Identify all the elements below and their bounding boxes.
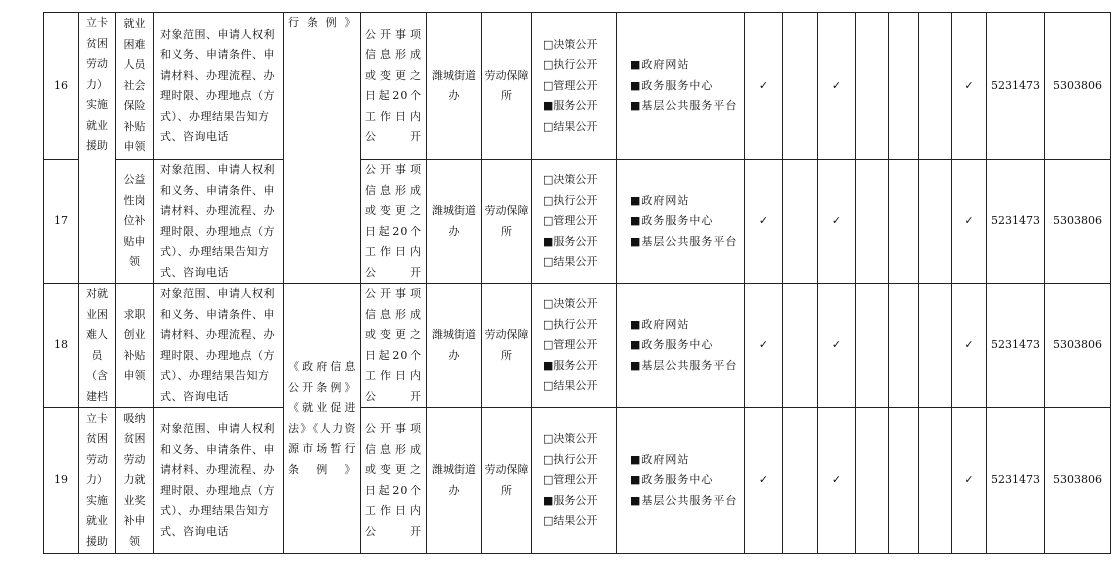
disclosure-content: 对象范围、申请人权利和义务、申请条件、申请材料、办理流程、办理时限、办理地点（方式）、办理结果告知方式、咨询电话 (154, 160, 284, 284)
channel-option: ■政务服务中心 (630, 214, 714, 228)
disclosure-modes (532, 408, 617, 554)
mode-option: □管理公开 (543, 78, 598, 92)
mode-option: □执行公开 (543, 193, 598, 207)
item-type: 立卡贫困劳动力）实施就业援助 (79, 408, 116, 554)
item-name: 公益性岗位补贴申领 (116, 160, 154, 284)
channel-option: ■基层公共服务平台 (630, 358, 738, 372)
channel-option: ■政务服务中心 (630, 338, 714, 352)
row-number: 16 (44, 13, 79, 160)
disclosure-channels (617, 284, 745, 408)
row-number: 19 (44, 408, 79, 554)
mode-option: □决策公开 (543, 432, 598, 446)
disclosure-content: 对象范围、申请人权利和义务、申请条件、申请材料、办理流程、办理时限、办理地点（方式）、办理结果告知方式、咨询电话 (154, 284, 284, 408)
table-row (44, 13, 1111, 160)
channel-option: ■政府网站 (630, 58, 690, 72)
mode-option: □管理公开 (543, 214, 598, 228)
disclosure-basis: 《政府信息公开条例》《就业促进法》《人力资源市场暂行条例》 (284, 284, 361, 554)
mode-option: ■服务公开 (543, 99, 598, 113)
empty-cell (783, 160, 818, 284)
time-limit: 公开事项信息形成或变更之日起20个工作日内公开 (361, 160, 427, 284)
phone-number: 5231473 (987, 284, 1045, 408)
row-number: 17 (44, 160, 79, 284)
disclosure-basis: 行条例》 (284, 13, 361, 284)
check-mark: ✓ (818, 13, 856, 160)
table-row (44, 284, 1111, 408)
disclosure-modes (532, 284, 617, 408)
check-mark: ✓ (818, 284, 856, 408)
channel-option: ■基层公共服务平台 (630, 99, 738, 113)
mode-option: □决策公开 (543, 37, 598, 51)
empty-cell (856, 408, 889, 554)
time-limit: 公开事项信息形成或变更之日起20个工作日内公开 (361, 284, 427, 408)
row-number: 18 (44, 284, 79, 408)
channel-option: ■政务服务中心 (630, 473, 714, 487)
phone-number: 5231473 (987, 408, 1045, 554)
empty-cell (856, 284, 889, 408)
mode-option: □管理公开 (543, 338, 598, 352)
mode-option: □管理公开 (543, 473, 598, 487)
channel-option: ■政府网站 (630, 452, 690, 466)
disclosure-subject: 潍城街道办 (427, 160, 482, 284)
disclosure-channels (617, 13, 745, 160)
disclosure-content: 对象范围、申请人权利和义务、申请条件、申请材料、办理流程、办理时限、办理地点（方式）、办理结果告知方式、咨询电话 (154, 13, 284, 160)
mode-option: □结果公开 (543, 119, 598, 133)
check-mark: ✓ (818, 160, 856, 284)
mode-option: □执行公开 (543, 452, 598, 466)
time-limit: 公开事项信息形成或变更之日起20个工作日内公开 (361, 408, 427, 554)
empty-cell (783, 284, 818, 408)
check-mark: ✓ (952, 284, 987, 408)
mode-option: ■服务公开 (543, 358, 598, 372)
channel-option: ■政府网站 (630, 317, 690, 331)
mode-option: □执行公开 (543, 317, 598, 331)
empty-cell (919, 284, 952, 408)
table-row (44, 160, 1111, 284)
check-mark: ✓ (745, 160, 783, 284)
empty-cell (889, 13, 919, 160)
check-mark: ✓ (745, 13, 783, 160)
mode-option: □执行公开 (543, 58, 598, 72)
empty-cell (783, 408, 818, 554)
phone-number: 5303806 (1045, 408, 1111, 554)
department: 劳动保障所 (482, 160, 532, 284)
mode-option: □结果公开 (543, 514, 598, 528)
disclosure-channels (617, 408, 745, 554)
mode-option: □结果公开 (543, 255, 598, 269)
time-limit: 公开事项信息形成或变更之日起20个工作日内公开 (361, 13, 427, 160)
phone-number: 5303806 (1045, 13, 1111, 160)
department: 劳动保障所 (482, 408, 532, 554)
phone-number: 5231473 (987, 13, 1045, 160)
channel-option: ■基层公共服务平台 (630, 234, 738, 248)
mode-option: ■服务公开 (543, 234, 598, 248)
disclosure-subject: 潍城街道办 (427, 284, 482, 408)
channel-option: ■基层公共服务平台 (630, 493, 738, 507)
phone-number: 5303806 (1045, 160, 1111, 284)
disclosure-subject: 潍城街道办 (427, 408, 482, 554)
department: 劳动保障所 (482, 284, 532, 408)
channel-option: ■政府网站 (630, 193, 690, 207)
check-mark: ✓ (952, 13, 987, 160)
empty-cell (919, 408, 952, 554)
empty-cell (919, 13, 952, 160)
phone-number: 5303806 (1045, 284, 1111, 408)
item-name: 求职创业补贴申领 (116, 284, 154, 408)
channel-option: ■政务服务中心 (630, 78, 714, 92)
empty-cell (856, 160, 889, 284)
empty-cell (783, 13, 818, 160)
check-mark: ✓ (952, 408, 987, 554)
mode-option: □决策公开 (543, 173, 598, 187)
department: 劳动保障所 (482, 13, 532, 160)
check-mark: ✓ (745, 408, 783, 554)
check-mark: ✓ (745, 284, 783, 408)
item-name: 就业困难人员社会保险补贴申领 (116, 13, 154, 160)
disclosure-table (43, 12, 1111, 554)
disclosure-modes (532, 160, 617, 284)
check-mark: ✓ (952, 160, 987, 284)
item-type: 对就业困难人员（含建档 (79, 284, 116, 408)
empty-cell (889, 408, 919, 554)
disclosure-modes (532, 13, 617, 160)
empty-cell (919, 160, 952, 284)
disclosure-subject: 潍城街道办 (427, 13, 482, 160)
empty-cell (889, 160, 919, 284)
phone-number: 5231473 (987, 160, 1045, 284)
mode-option: □决策公开 (543, 297, 598, 311)
disclosure-channels (617, 160, 745, 284)
disclosure-content: 对象范围、申请人权利和义务、申请条件、申请材料、办理流程、办理时限、办理地点（方式）、办理结果告知方式、咨询电话 (154, 408, 284, 554)
check-mark: ✓ (818, 408, 856, 554)
mode-option: □结果公开 (543, 379, 598, 393)
empty-cell (856, 13, 889, 160)
item-type: 立卡贫困劳动力）实施就业援助 (79, 13, 116, 284)
empty-cell (889, 284, 919, 408)
table-row (44, 408, 1111, 554)
mode-option: ■服务公开 (543, 493, 598, 507)
item-name: 吸纳贫困劳动力就业奖补申领 (116, 408, 154, 554)
